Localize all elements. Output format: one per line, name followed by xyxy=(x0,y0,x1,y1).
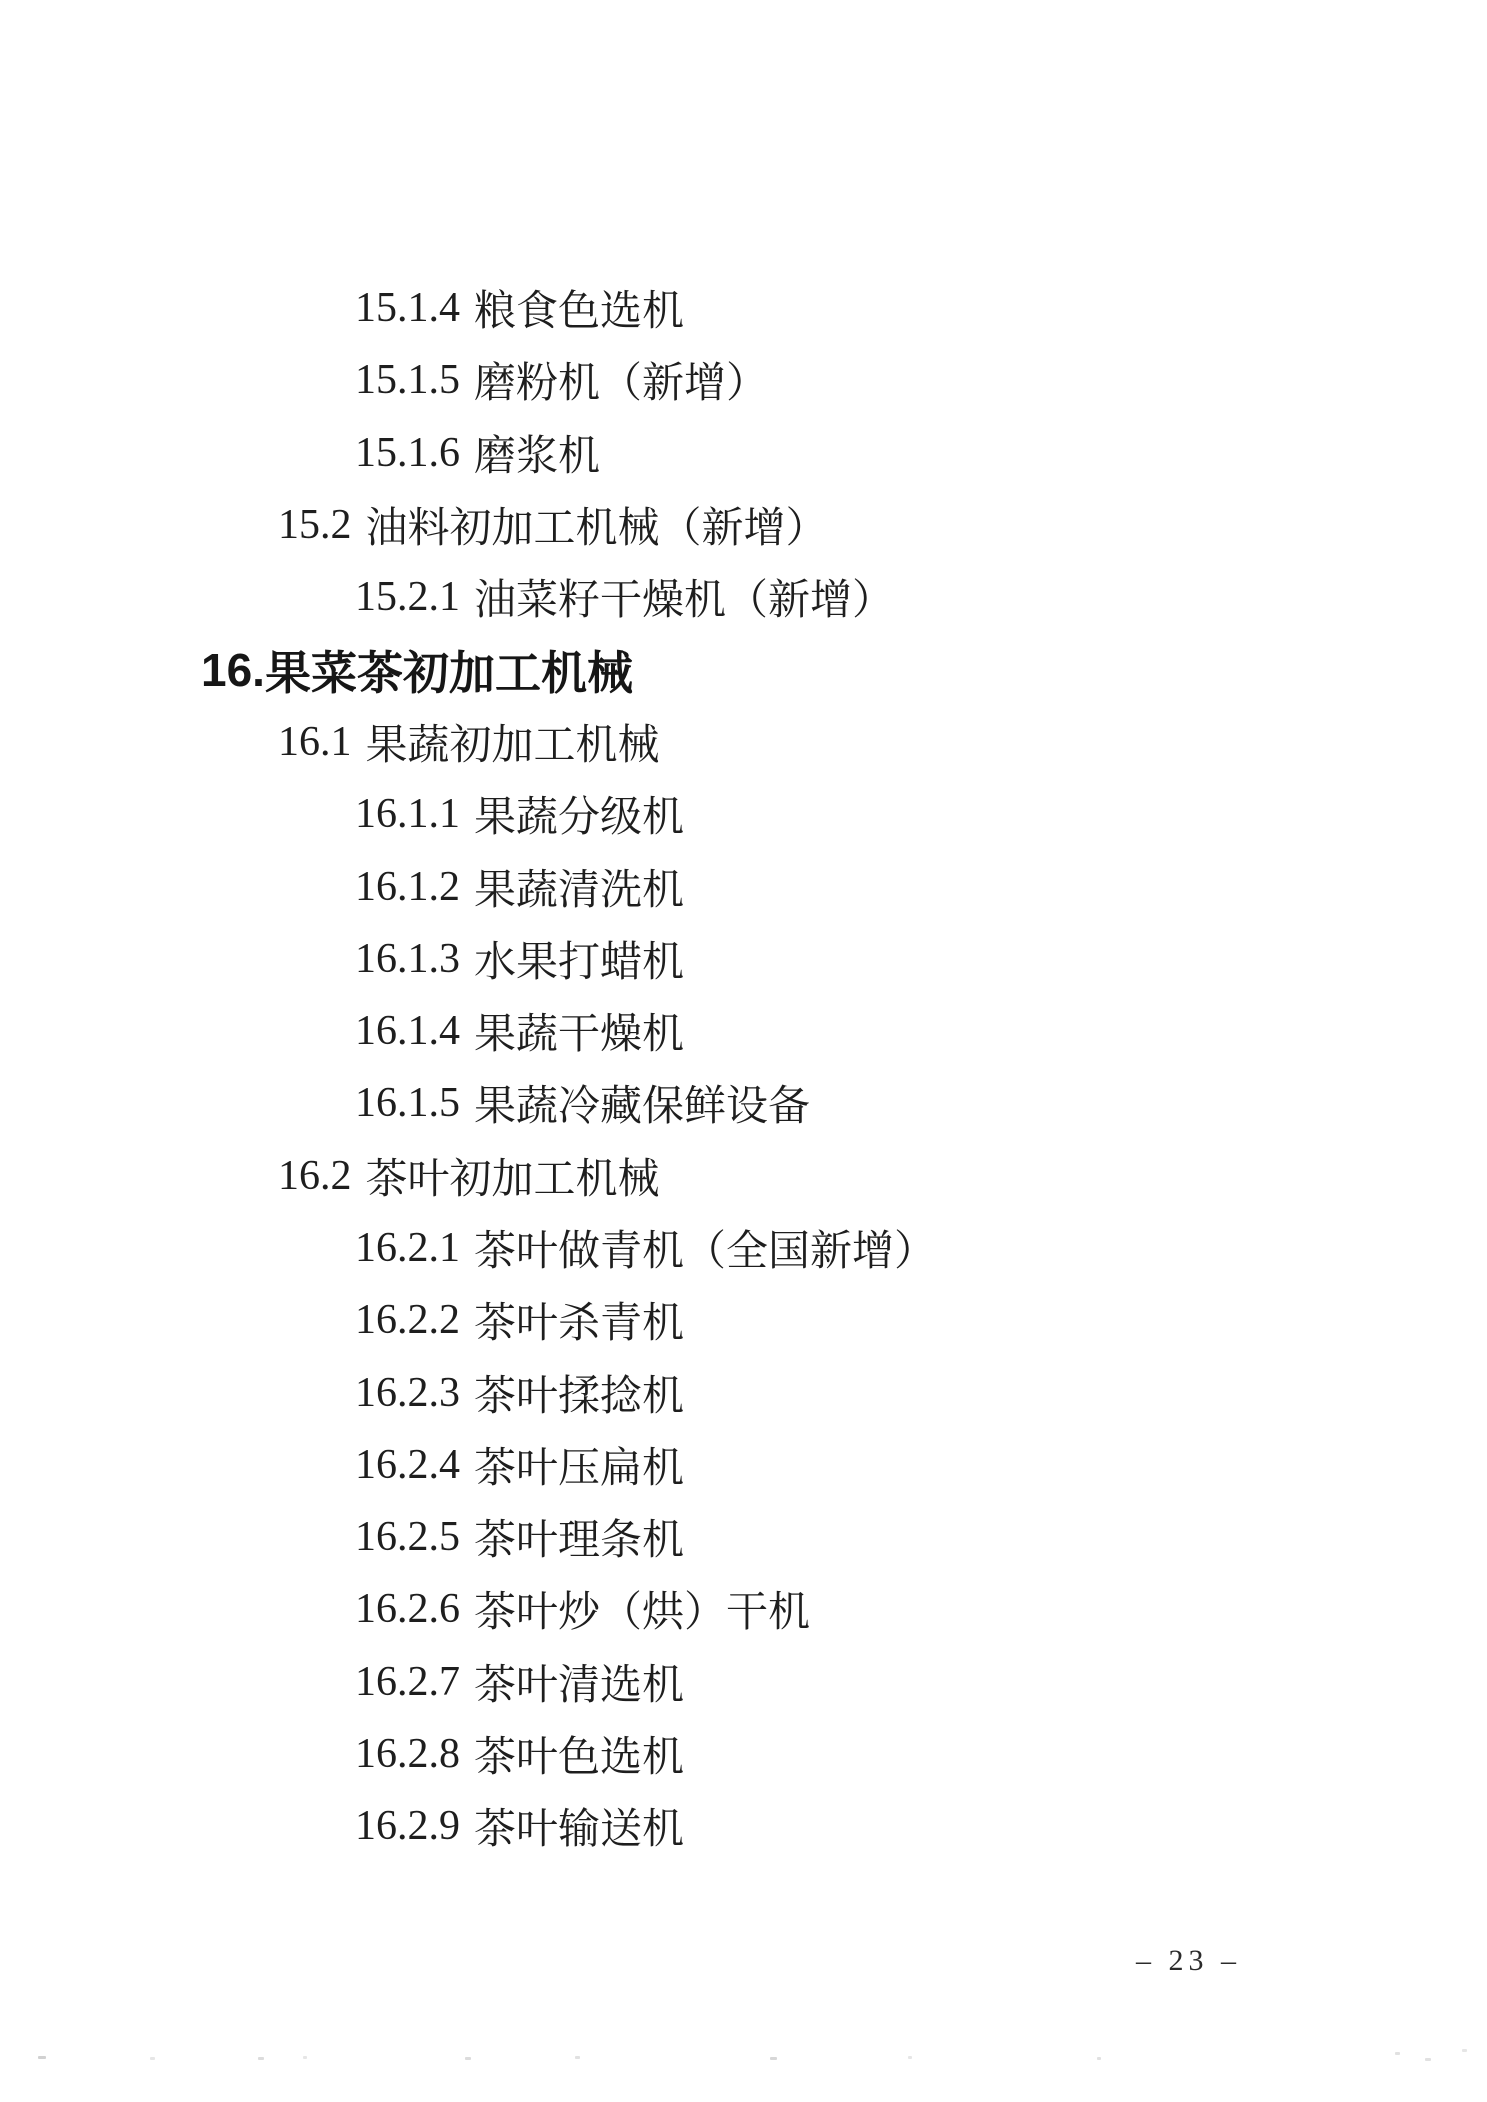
item-name: 茶叶理条机 xyxy=(474,1518,685,1565)
item-number: 16.2.7 xyxy=(355,1658,460,1705)
list-item xyxy=(0,1212,1487,1284)
item-number: 16.2.4 xyxy=(355,1441,460,1488)
item-name: 果蔬干燥机 xyxy=(474,1012,685,1059)
list-item xyxy=(0,1429,1487,1501)
list-item xyxy=(0,778,1487,850)
item-number: 16.2.5 xyxy=(355,1514,460,1561)
item-name: 果蔬冷藏保鲜设备 xyxy=(474,1084,811,1131)
list-item xyxy=(0,850,1487,922)
scan-artifact xyxy=(38,2056,46,2059)
item-number: 16.1.3 xyxy=(355,935,460,982)
scan-artifact xyxy=(1462,2049,1467,2052)
item-name: 茶叶清选机 xyxy=(474,1662,685,1709)
section-title: 果菜茶初加工机械 xyxy=(264,646,633,699)
item-number: 16.2 xyxy=(278,1152,352,1199)
item-number: 16.2.8 xyxy=(355,1731,460,1778)
list-item xyxy=(0,1067,1487,1139)
list-item xyxy=(0,561,1487,633)
item-number: 16.1.2 xyxy=(355,863,460,910)
item-name: 茶叶做青机（全国新增） xyxy=(474,1229,937,1275)
scan-artifact xyxy=(575,2056,580,2059)
item-name: 茶叶色选机 xyxy=(474,1735,685,1782)
item-number: 16.1 xyxy=(278,718,352,765)
list-item xyxy=(0,1284,1487,1356)
scan-artifact xyxy=(258,2057,264,2060)
list-item xyxy=(0,1501,1487,1573)
list-item xyxy=(0,923,1487,995)
item-number: 16.2.9 xyxy=(355,1803,460,1850)
scan-artifact xyxy=(908,2056,912,2059)
item-name: 油料初加工机械（新增） xyxy=(365,506,828,553)
item-number: 16.1.4 xyxy=(355,1008,460,1055)
item-name: 茶叶杀青机 xyxy=(474,1301,685,1348)
machinery-category-list xyxy=(0,272,1487,1863)
item-number: 16.2.1 xyxy=(355,1225,460,1271)
list-item xyxy=(0,1646,1487,1718)
item-name: 油菜籽干燥机（新增） xyxy=(474,578,895,625)
item-number: 16.1.1 xyxy=(355,791,460,838)
scan-artifact xyxy=(1425,2058,1431,2061)
item-name: 果蔬清洗机 xyxy=(474,867,685,914)
item-name: 茶叶压扁机 xyxy=(474,1445,685,1492)
scan-artifact xyxy=(465,2057,471,2060)
item-name: 粮食色选机 xyxy=(474,289,685,336)
list-item xyxy=(0,417,1487,489)
list-item xyxy=(0,1718,1487,1790)
list-item xyxy=(0,344,1487,416)
item-number: 16.2.6 xyxy=(355,1586,460,1633)
item-name: 茶叶揉捻机 xyxy=(474,1373,685,1420)
item-name: 果蔬分级机 xyxy=(474,795,685,842)
item-number: 16.2.2 xyxy=(355,1297,460,1344)
item-number: 16.1.5 xyxy=(355,1080,460,1127)
scan-artifact xyxy=(1395,2052,1400,2055)
item-number: 15.1.4 xyxy=(355,285,460,332)
page-number: – 23 – xyxy=(1136,1944,1241,1977)
item-number: 15.1.5 xyxy=(355,357,460,404)
item-name: 茶叶输送机 xyxy=(474,1807,685,1854)
list-item xyxy=(0,706,1487,778)
list-item xyxy=(0,995,1487,1067)
scan-artifact xyxy=(1097,2057,1101,2060)
item-name: 磨浆机 xyxy=(474,433,601,480)
item-name: 磨粉机（新增） xyxy=(474,361,769,408)
section-number: 16. xyxy=(201,643,265,696)
list-item xyxy=(0,489,1487,561)
item-name: 水果打蜡机 xyxy=(474,939,685,986)
scan-artifact xyxy=(150,2057,155,2060)
item-number: 15.1.6 xyxy=(355,429,460,476)
item-number: 16.2.3 xyxy=(355,1369,460,1416)
item-name: 果蔬初加工机械 xyxy=(365,722,660,769)
scan-artifact xyxy=(770,2057,777,2060)
list-item xyxy=(0,1790,1487,1862)
list-item xyxy=(0,1356,1487,1428)
item-name: 茶叶炒（烘）干机 xyxy=(474,1590,811,1637)
scan-artifact xyxy=(303,2056,307,2059)
item-name: 茶叶初加工机械 xyxy=(365,1156,660,1203)
list-item xyxy=(0,272,1487,344)
item-number: 15.2 xyxy=(278,502,352,549)
section-header xyxy=(0,633,1487,705)
list-item xyxy=(0,1573,1487,1645)
item-number: 15.2.1 xyxy=(355,574,460,621)
list-item xyxy=(0,1140,1487,1212)
